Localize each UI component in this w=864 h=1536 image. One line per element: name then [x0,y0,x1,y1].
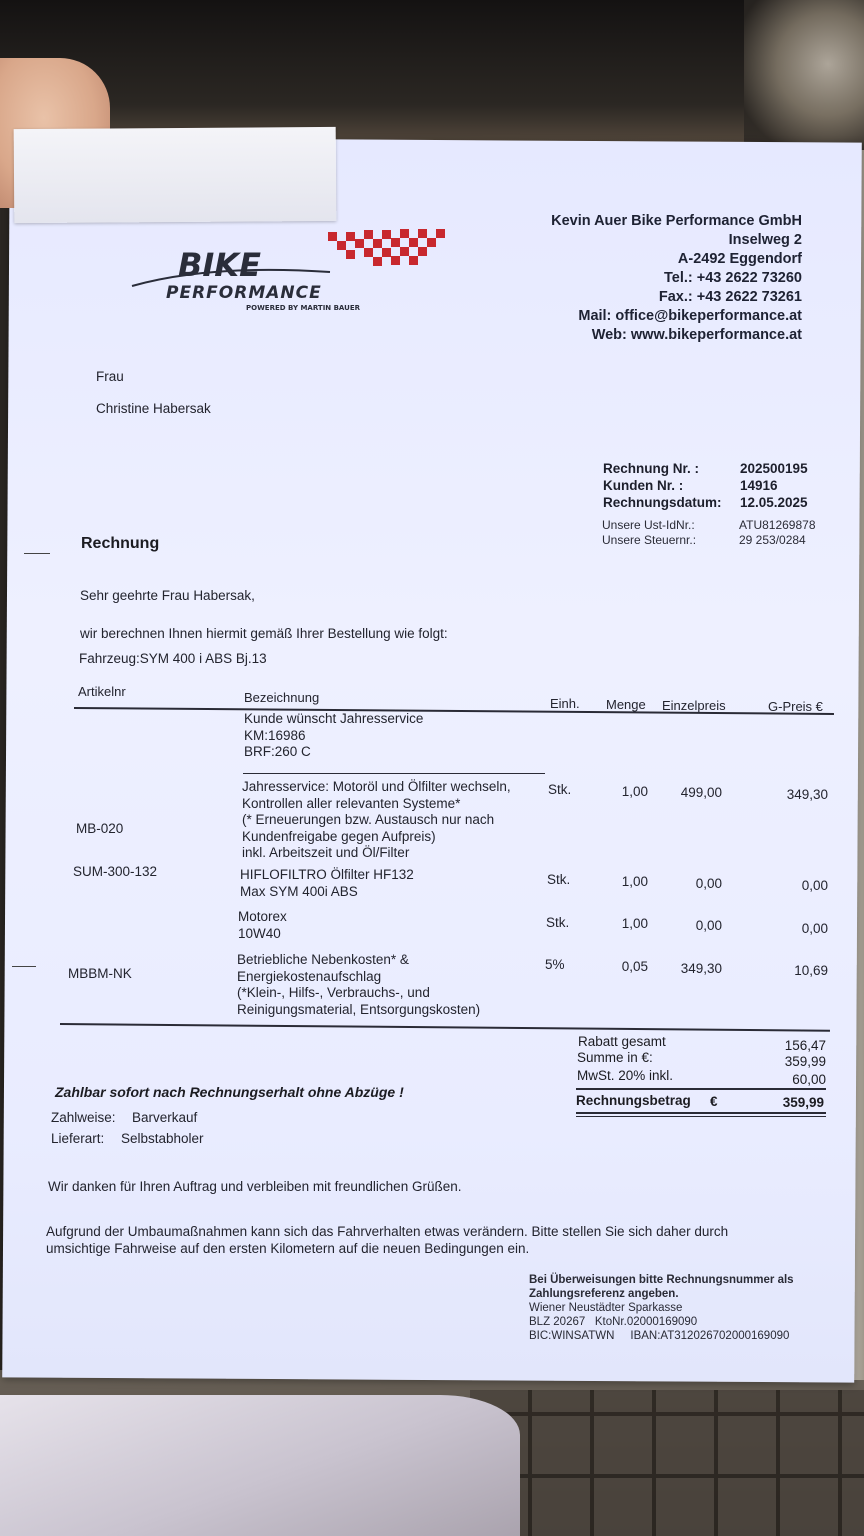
col-header-menge: Menge [606,697,646,712]
company-fax: Fax.: +43 2622 73261 [658,289,802,305]
company-name: Kevin Auer Bike Performance GmbH [551,213,802,229]
row-2-einzelpreis: 0,00 [695,876,722,891]
row-3-gpreis: 0,00 [801,921,828,936]
rabatt-value: 156,47 [784,1038,826,1053]
fold-mark [24,553,50,554]
currency-symbol: € [710,1094,718,1109]
row-1-einzelpreis: 499,00 [680,785,722,800]
company-logo [130,226,460,316]
description-line: Jahresservice: Motoröl und Ölfilter wechseln, [242,779,511,794]
note-line: BRF:260 C [244,744,311,759]
notice-line: umsichtige Fahrweise auf den ersten Kilometern auf die neuen Bedingungen ein. [46,1241,530,1256]
bank-name: Wiener Neustädter Sparkasse [529,1302,683,1314]
checkered-flag-icon [328,229,445,266]
bank-note-1: Bei Überweisungen bitte Rechnungsnummer als [529,1274,794,1286]
bank-info [529,1273,794,1343]
row-2-artikel: SUM-300-132 [73,864,158,879]
row-3-description [238,909,287,942]
ust-label: Unsere Ust-IdNr.: [602,518,695,532]
summe-value: 359,99 [784,1054,826,1069]
invoice-number-label: Rechnung Nr. : [603,461,700,476]
description-line: Motorex [238,909,287,924]
bank-bic: BIC:WINSATWN [529,1330,615,1342]
total-underline-1 [576,1112,826,1114]
greeting: Sehr geehrte Frau Habersak, [80,588,255,603]
logo-word-bike: BIKE [178,246,261,284]
note-line: Kunde wünscht Jahresservice [244,711,424,726]
invoice-date-label: Rechnungsdatum: [603,495,722,510]
description-line: Reinigungsmaterial, Entsorgungskosten) [237,1001,481,1017]
background-plant [744,0,864,160]
rechnungsbetrag-label: Rechnungsbetrag [576,1093,691,1108]
col-header-bezeichnung: Bezeichnung [244,690,320,705]
invoice-meta-labels [603,460,722,511]
background-tiles [470,1390,864,1536]
mwst-value: 60,00 [792,1072,826,1087]
background-cloth [0,1395,520,1536]
description-line: HIFLOFILTRO Ölfilter HF132 [240,867,414,882]
lieferart-label: Lieferart: [51,1131,105,1146]
note-line: KM:16986 [244,727,306,743]
payment-note: Zahlbar sofort nach Rechnungserhalt ohne Abzüge ! [55,1084,404,1100]
company-street: Inselweg 2 [728,232,802,248]
bank-kto: KtoNr.02000169090 [594,1316,698,1328]
row-2-menge: 1,00 [621,874,648,889]
bank-ids [529,1329,794,1343]
lieferart-value: Selbstabholer [121,1131,204,1146]
intro-text: wir berechnen Ihnen hiermit gemäß Ihrer Bestellung wie folgt: [80,626,448,641]
totals-rule [576,1088,826,1090]
notice-text [46,1223,728,1257]
description-line: Kontrollen aller relevanten Systeme* [242,795,461,811]
row-1-description [242,779,511,862]
col-header-einh: Einh. [550,696,580,711]
mwst-label: MwSt. 20% inkl. [577,1068,674,1083]
customer-number: 14916 [740,478,778,493]
col-header-einzelpreis: Einzelpreis [662,698,726,713]
thanks-text: Wir danken für Ihren Auftrag und verbleiben mit freundlichen Grüßen. [48,1179,462,1194]
invoice-meta-values [740,460,808,511]
zahlweise-label: Zahlweise: [51,1110,116,1125]
bank-codes [529,1315,794,1329]
company-city: A-2492 Eggendorf [677,251,802,267]
steuer-value: 29 253/0284 [739,533,806,547]
description-line: Energiekostenaufschlag [237,968,382,984]
description-line: (*Klein-, Hilfs-, Verbrauchs-, und [237,985,430,1000]
row-3-einzelpreis: 0,00 [695,918,722,933]
vehicle-info: Fahrzeug:SYM 400 i ABS Bj.13 [79,651,267,666]
note-divider [243,773,545,774]
zahlweise-value: Barverkauf [132,1110,198,1125]
sticky-note [14,127,337,223]
document-title: Rechnung [81,535,160,552]
description-line: Betriebliche Nebenkosten* & [237,952,409,967]
ust-value: ATU81269878 [739,518,816,532]
logo-word-performance: PERFORMANCE [166,283,322,303]
recipient-name: Christine Habersak [96,401,211,416]
row-4-description [237,952,480,1018]
steuer-label: Unsere Steuernr.: [602,533,697,547]
row-2-einh: Stk. [547,872,571,887]
recipient-salutation: Frau [96,369,124,384]
description-line: Kundenfreigabe gegen Aufpreis) [242,828,436,844]
col-header-artikel: Artikelnr [78,684,126,699]
row-4-menge: 0,05 [621,959,648,974]
summe-label: Summe in €: [577,1050,653,1065]
row-2-description [240,867,414,900]
row-3-einh: Stk. [546,915,570,930]
notice-line: Aufgrund der Umbaumaßnahmen kann sich das Fahrverhalten etwas verändern. Bitte stellen Sie sich daher durch [46,1224,729,1239]
company-mail[interactable]: Mail: office@bikeperformance.at [578,308,802,324]
company-web[interactable]: Web: www.bikeperformance.at [591,327,802,343]
logo-tagline: POWERED BY MARTIN BAUER [246,304,360,312]
rechnungsbetrag-value: 359,99 [782,1095,824,1110]
col-header-gpreis: G-Preis € [768,699,823,714]
row-2-gpreis: 0,00 [801,878,828,893]
row-4-einh: 5% [545,957,565,972]
row-3-menge: 1,00 [621,916,648,931]
description-line: (* Erneuerungen bzw. Austausch nur nach [242,812,495,827]
row-4-einzelpreis: 349,30 [680,961,722,976]
company-address [551,212,802,345]
total-underline-2 [576,1116,826,1117]
row-4-artikel: MBBM-NK [68,966,132,981]
description-line: inkl. Arbeitszeit und Öl/Filter [242,845,410,860]
customer-number-label: Kunden Nr. : [603,478,684,493]
fold-mark [12,966,36,967]
invoice-date: 12.05.2025 [740,495,808,510]
company-tel: Tel.: +43 2622 73260 [664,270,802,286]
row-1-artikel: MB-020 [76,821,124,836]
bank-note-2: Zahlungsreferenz angeben. [529,1288,679,1300]
invoice-number: 202500195 [740,461,808,476]
description-line: 10W40 [238,925,281,941]
description-line: Max SYM 400i ABS [240,883,358,899]
bank-blz: BLZ 20267 [529,1316,586,1328]
service-note [244,711,423,761]
bank-iban: IBAN:AT312026702000169090 [630,1330,790,1342]
row-1-gpreis: 349,30 [786,787,828,802]
row-1-menge: 1,00 [621,784,648,799]
row-4-gpreis: 10,69 [794,963,828,978]
rabatt-label: Rabatt gesamt [578,1034,666,1049]
row-1-einh: Stk. [548,782,572,797]
